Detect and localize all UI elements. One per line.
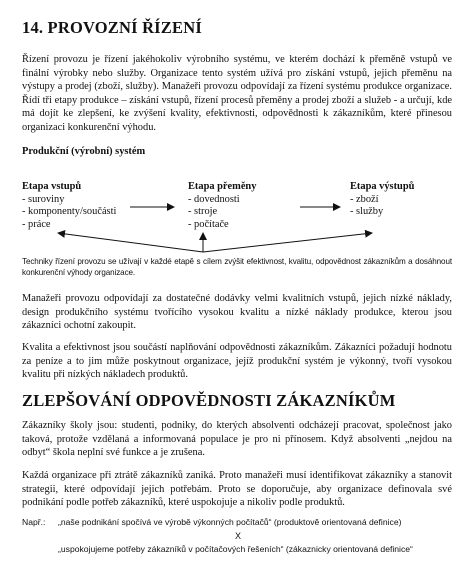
paragraph-4: Zákazníky školy jsou: studenti, podniky, do kterých absolventi odcházejí pracovat, společnost jako taková, protože vzdělaná a informovaná populace je pro ni přínosem. Když absolventi „nejdou na odbyt“ škola neplní své funkce a je zrušena. [22, 420, 452, 459]
diagram-caption: Techniky řízení provozu se užívají v každé etapě s cílem zvýšit efektivnost, kvalitu, odpovědnost zákazníkům a dosáhnout konkurenční výhody organizace. [22, 257, 452, 277]
stage-item: - suroviny [22, 193, 65, 205]
stage-heading: Etapa přeměny [188, 181, 257, 192]
stage-item: - práce [22, 218, 51, 230]
section-heading: 14. PROVOZNÍ ŘÍZENÍ [22, 18, 202, 37]
example-versus-mark: X [235, 531, 242, 541]
example-label: Např.: [22, 517, 46, 527]
arrow-to-inputs [58, 233, 203, 252]
stage-item: - stroje [188, 206, 218, 218]
stage-item: - dovednosti [188, 193, 240, 205]
intro-paragraph: Řízení provozu je řízení jakéhokoliv výrobního systému, ve kterém dochází k přeměně vstupů ve finální výrobky nebo služby. Organizace tento systém užívá pro získání vstupů, jejich přeměnu na výstupy a prodej (zboží, služby). Manažeři provozu odpovídají za řízení systému produkce organizace. Řídí tři etapy produkce – získání vstupů, řízení procesů přeměny a prodej zboží a služeb - a určují, kde má dojít ke zlepšení, ke zvýšení kvality, efektivnosti, odpovědnosti k zákazníkům, které přinesou organizaci konkurenční výhodu. [22, 54, 452, 133]
paragraph-2: Manažeři provozu odpovídají za dostatečné dodávky velmi kvalitních vstupů, jejich nízké náklady, design produkčního systému tvořícího vysokou kvalitu a nízké náklady produkce, kterou jsou zákazníci ochotní zakoupit. [22, 293, 452, 332]
stage-item: - služby [350, 206, 384, 218]
section-heading-2: ZLEPŠOVÁNÍ ODPOVĚDNOSTI ZÁKAZNÍKŮM [22, 391, 396, 410]
stage-item: - zboží [350, 193, 379, 205]
paragraph-3: Kvalita a efektivnost jsou součástí naplňování odpovědnosti zákazníkům. Zákazníci požadují hodnotu za peníze a to jim může poskytnout organizace, jejíž produkční systém je výkonný, tvoří vysokou kvalitu při nízkých nákladech produktů. [22, 342, 452, 381]
stage-heading: Etapa výstupů [350, 181, 415, 192]
example-product-definition: „naše podnikání spočívá ve výrobě výkonných počítačů“ (produktově orientovaná definice) [58, 517, 402, 527]
example-customer-definition: „uspokojujeme potřeby zákazníků v počítačových řešeních“ (zákaznicky orientovaná definice“ [58, 544, 413, 554]
diagram-title: Produkční (výrobní) systém [22, 146, 146, 157]
stage-heading: Etapa vstupů [22, 181, 82, 192]
paragraph-5: Každá organizace při ztrátě zákazníků zaniká. Proto manažeři musí identifikovat zákazníky a stanovit strategii, které odpovídají jejich potřebám. Proto se doporučuje, aby organizace definovala své podnikání podle potřeb zákazníků, které uspokojuje a nikoliv podle produktů. [22, 470, 452, 509]
arrow-to-outputs [203, 233, 372, 252]
stage-item: - počítače [188, 218, 229, 230]
stage-item: - komponenty/součásti [22, 206, 117, 218]
